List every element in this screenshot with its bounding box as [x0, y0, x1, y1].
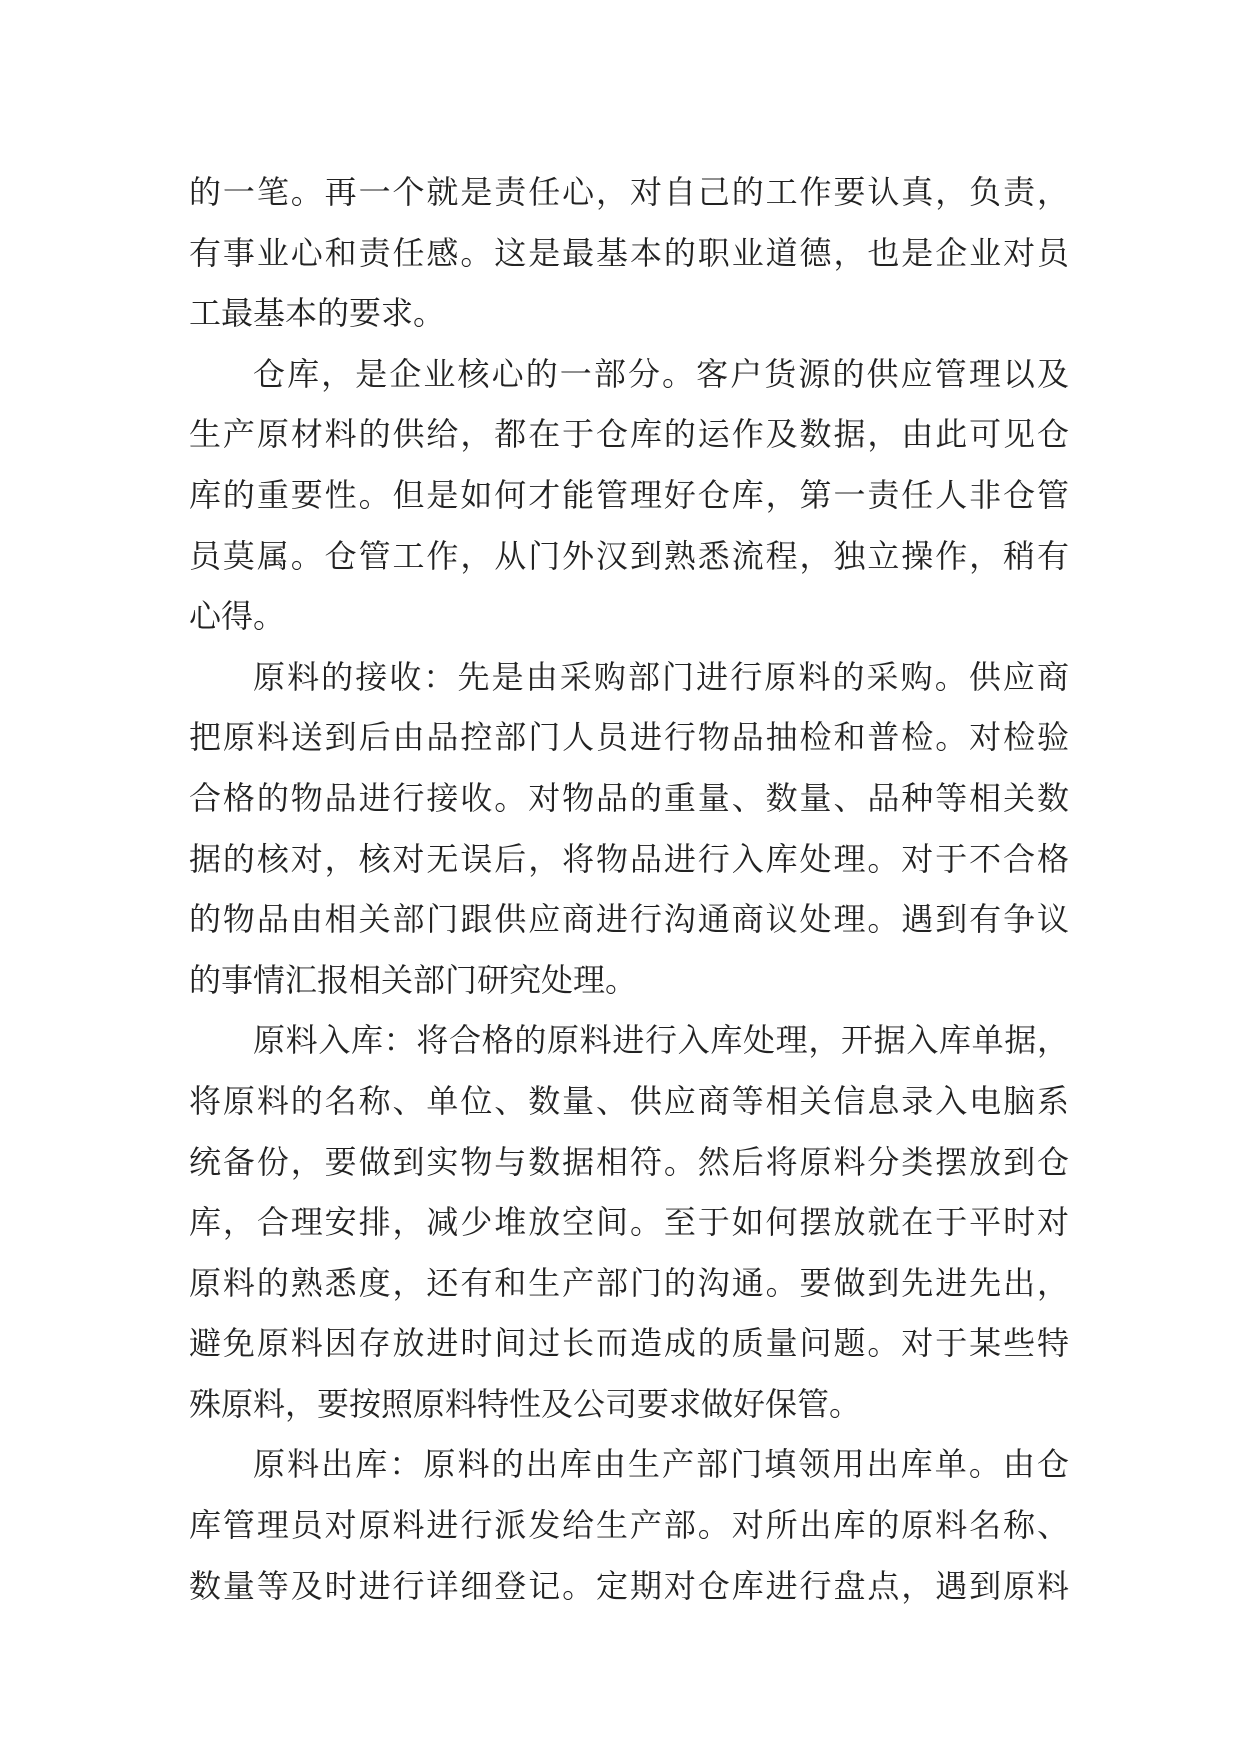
- text-line: 原料的熟悉度，还有和生产部门的沟通。要做到先进先出，: [189, 1263, 1069, 1302]
- text-line: 将原料的名称、单位、数量、供应商等相关信息录入电脑系: [189, 1081, 1069, 1120]
- text-line: 库，合理安排，减少堆放空间。至于如何摆放就在于平时对: [189, 1203, 1069, 1242]
- text-line: 工最基本的要求。: [189, 294, 446, 333]
- text-line: 员莫属。仓管工作，从门外汉到熟悉流程，独立操作，稍有: [189, 536, 1069, 575]
- text-line: 原料出库：原料的出库由生产部门填领用出库单。由仓: [253, 1445, 1069, 1484]
- text-line: 把原料送到后由品控部门人员进行物品抽检和普检。对检验: [189, 718, 1069, 757]
- text-line: 的物品由相关部门跟供应商进行沟通商议处理。遇到有争议: [189, 900, 1069, 939]
- paragraph-5: [189, 1434, 1069, 1616]
- text-line: 据的核对，核对无误后，将物品进行入库处理。对于不合格: [189, 839, 1069, 878]
- text-line: 原料入库：将合格的原料进行入库处理，开据入库单据，: [253, 1021, 1069, 1060]
- body-text: [189, 162, 1069, 1616]
- text-line: 殊原料，要按照原料特性及公司要求做好保管。: [189, 1384, 862, 1423]
- text-line: 的一笔。再一个就是责任心，对自己的工作要认真，负责，: [189, 173, 1069, 211]
- paragraph-1: [189, 162, 1069, 344]
- text-line: 避免原料因存放进时间过长而造成的质量问题。对于某些特: [189, 1324, 1069, 1363]
- paragraph-4: [189, 1010, 1069, 1434]
- text-line: 数量等及时进行详细登记。定期对仓库进行盘点，遇到原料: [189, 1566, 1069, 1605]
- paragraph-3: [189, 647, 1069, 1011]
- paragraph-2: [189, 344, 1069, 647]
- text-line: 库管理员对原料进行派发给生产部。对所出库的原料名称、: [189, 1506, 1069, 1545]
- text-line: 的事情汇报相关部门研究处理。: [189, 960, 638, 999]
- text-line: 合格的物品进行接收。对物品的重量、数量、品种等相关数: [189, 778, 1069, 817]
- text-line: 心得。: [189, 597, 286, 636]
- text-line: 原料的接收：先是由采购部门进行原料的采购。供应商: [253, 657, 1069, 696]
- text-line: 仓库，是企业核心的一部分。客户货源的供应管理以及: [253, 354, 1069, 393]
- text-line: 统备份，要做到实物与数据相符。然后将原料分类摆放到仓: [189, 1142, 1069, 1181]
- text-line: 有事业心和责任感。这是最基本的职业道德，也是企业对员: [189, 233, 1069, 272]
- text-line: 生产原材料的供给，都在于仓库的运作及数据，由此可见仓: [189, 415, 1069, 454]
- text-line: 库的重要性。但是如何才能管理好仓库，第一责任人非仓管: [189, 475, 1069, 514]
